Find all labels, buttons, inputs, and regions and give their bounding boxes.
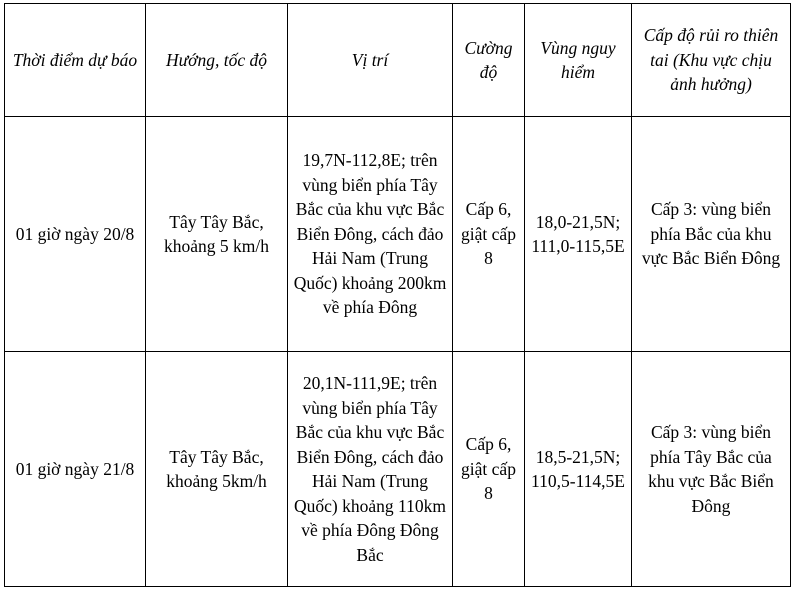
cell-direction-speed: Tây Tây Bắc, khoảng 5 km/h [146,117,288,352]
cell-risk-level: Cấp 3: vùng biển phía Bắc của khu vực Bắc Biển Đông [632,117,791,352]
forecast-table [4,3,791,587]
cell-position: 20,1N-111,9E; trên vùng biển phía Tây Bắc của khu vực Bắc Biển Đông, cách đảo Hải Nam (Trung Quốc) khoảng 110km về phía Đông Đông Bắc [288,352,453,587]
header-risk-level: Cấp độ rủi ro thiên tai (Khu vực chịu ảnh hưởng) [632,4,791,117]
header-danger-zone: Vùng nguy hiểm [525,4,632,117]
table-row [5,117,791,352]
cell-danger-zone: 18,0-21,5N; 111,0-115,5E [525,117,632,352]
header-forecast-time: Thời điểm dự báo [5,4,146,117]
cell-risk-level: Cấp 3: vùng biển phía Tây Bắc của khu vực Bắc Biển Đông [632,352,791,587]
header-position: Vị trí [288,4,453,117]
cell-intensity: Cấp 6, giật cấp 8 [453,117,525,352]
table-row [5,352,791,587]
cell-intensity: Cấp 6, giật cấp 8 [453,352,525,587]
cell-danger-zone: 18,5-21,5N; 110,5-114,5E [525,352,632,587]
cell-time: 01 giờ ngày 20/8 [5,117,146,352]
cell-position: 19,7N-112,8E; trên vùng biển phía Tây Bắc của khu vực Bắc Biển Đông, cách đảo Hải Nam (Trung Quốc) khoảng 200km về phía Đông [288,117,453,352]
header-direction-speed: Hướng, tốc độ [146,4,288,117]
table-header-row [5,4,791,117]
cell-time: 01 giờ ngày 21/8 [5,352,146,587]
cell-direction-speed: Tây Tây Bắc, khoảng 5km/h [146,352,288,587]
header-intensity: Cường độ [453,4,525,117]
